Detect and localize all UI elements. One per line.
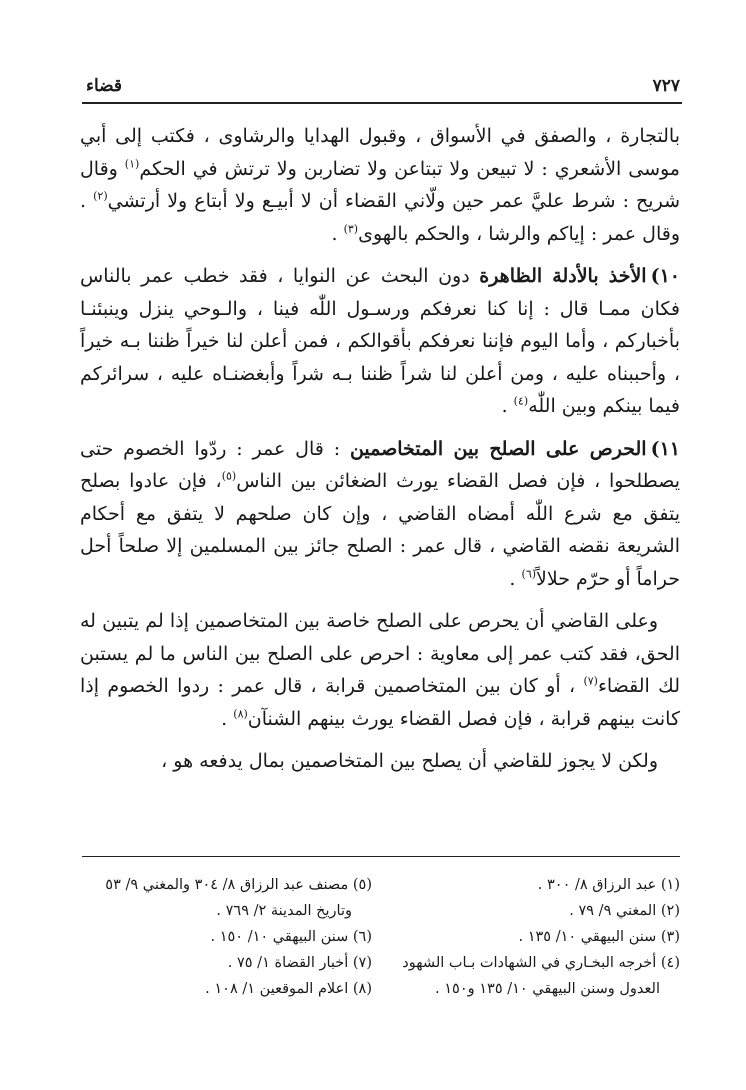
paragraph-text: بالتجارة ، والصفق في الأسواق ، وقبول الهدايا والرشاوى ، فكتب إلى أبي موسى الأشعري : لا تبيعن ولا تبتاعن ولا تضاربن ولا ترتش في الحكم xyxy=(80,125,680,180)
footnote-ref[interactable]: (٥) xyxy=(221,469,237,483)
paragraph-text: ، فإن عادوا بصلح يتفق مع شرع اللّٰه أمضاه القاضي ، وإن كان صلحهم لا يتفق مع أحكام الشريعة نقضه القاضي ، قال عمر : الصلح جائز بين المسلمين إلا صلحاً أحل حراماً أو حرّم حلالاً xyxy=(80,470,680,590)
footnote-ref[interactable]: (٦) xyxy=(521,567,537,581)
item-heading: الأخذ بالأدلة الظاهرة xyxy=(479,265,647,287)
item-heading: الحرص على الصلح بين المتخاصمين xyxy=(349,437,647,460)
footnote-divider xyxy=(82,856,680,857)
footnote-column-right xyxy=(388,872,680,1002)
page-number: ٧٢٧ xyxy=(652,76,680,96)
footnote-ref[interactable]: (٢) xyxy=(93,189,108,203)
footnote-ref[interactable]: (٧) xyxy=(583,674,598,688)
footnote-column-left xyxy=(80,872,372,1002)
paragraph-1 xyxy=(80,120,680,250)
footnote-7: (٧) أخبار القضاة ١/ ٧٥ . xyxy=(227,955,372,971)
footnote-5: (٥) مصنف عبد الرزاق ٨/ ٣٠٤ والمغني ٩/ ٥٣ xyxy=(105,877,372,893)
footnote-6: (٦) سنن البيهقي ١٠/ ١٥٠ . xyxy=(210,929,372,945)
paragraph-item-10 xyxy=(80,260,680,423)
header-divider xyxy=(82,102,682,104)
paragraph-6 xyxy=(80,745,680,778)
footnote-2: (٢) المغني ٩/ ٧٩ . xyxy=(569,903,680,919)
paragraph-text: . xyxy=(501,395,514,417)
paragraph-text: : قال عمر : ردّوا الخصوم حتى يصطلحوا ، فإن فصل القضاء يورث الضغائن بين الناس xyxy=(80,437,680,492)
paragraph-text: وقال شريح : شرط عليَّ عمر حين ولّاني القضاء أن لا أبيـع ولا أبتاع ولا أرتشي xyxy=(80,157,680,212)
paragraph-text: وعلى القاضي أن يحرص على الصلح خاصة بين المتخاصمين إذا لم يتبين له الحق، فقد كتب عمر إلى معاوية : احرص على الصلح بين الناس ما لم يستبن لك القضاء xyxy=(80,610,680,697)
paragraph-item-11 xyxy=(80,433,680,596)
paragraph-text: دون البحث عن النوايا ، فقد خطب عمر بالناس فكان ممـا قال : إنا كنا نعرفكم ورسـول اللّٰه فينا ، والـوحي ينزل وينبئنـا بأخباركم ، وأما اليوم فإننا نعرفكم بأقوالكم ، فمن أعلن لنا خيراً ظننا بـه خيراً ، وأحببناه عليه ، ومن أعلن لنا شراً ظننا بـه شراً وأبغضنـاه عليه ، سرائركم فيما بينكم وبين اللّٰه xyxy=(80,265,680,417)
footnote-4-continuation: العدول وسنن البيهقي ١٠/ ١٣٥ و١٥٠ . xyxy=(435,981,660,997)
footnote-1: (١) عبد الرزاق ٨/ ٣٠٠ . xyxy=(537,877,680,893)
paragraph-text: . وقال عمر : إياكم والرشا ، والحكم بالهوى xyxy=(80,190,680,245)
footnote-ref[interactable]: (٨) xyxy=(233,707,248,721)
paragraph-text: . xyxy=(221,707,234,730)
paragraph-text: ، أو كان بين المتخاصمين قرابة ، قال عمر : ردوا الخصوم إذا كانت بينهم قرابة ، فإن فصل القضاء يورث بينهم الشنآن xyxy=(80,675,680,730)
section-title: قضاء xyxy=(86,76,123,96)
main-text xyxy=(80,120,680,778)
item-number: ١٠) xyxy=(650,265,680,287)
paragraph-text: ولكن لا يجوز للقاضي أن يصلح بين المتخاصمين بمال يدفعه هو ، xyxy=(161,750,658,772)
footnote-ref[interactable]: (١) xyxy=(124,157,140,171)
footnote-ref[interactable]: (٤) xyxy=(513,394,529,408)
running-header xyxy=(86,76,680,96)
paragraph-5 xyxy=(80,605,680,735)
item-number: ١١) xyxy=(650,437,680,460)
footnote-5-continuation: وتاريخ المدينة ٢/ ٧٦٩ . xyxy=(216,903,352,919)
footnote-8: (٨) اعلام الموقعين ١/ ١٠٨ . xyxy=(205,981,372,997)
footnote-ref[interactable]: (٣) xyxy=(343,222,359,236)
footnote-3: (٣) سنن البيهقي ١٠/ ١٣٥ . xyxy=(518,929,680,945)
footnote-4: (٤) أخرجه البخـاري في الشهادات بـاب الشهود xyxy=(402,955,680,971)
paragraph-text: . xyxy=(509,567,522,590)
paragraph-text: . xyxy=(331,222,344,245)
